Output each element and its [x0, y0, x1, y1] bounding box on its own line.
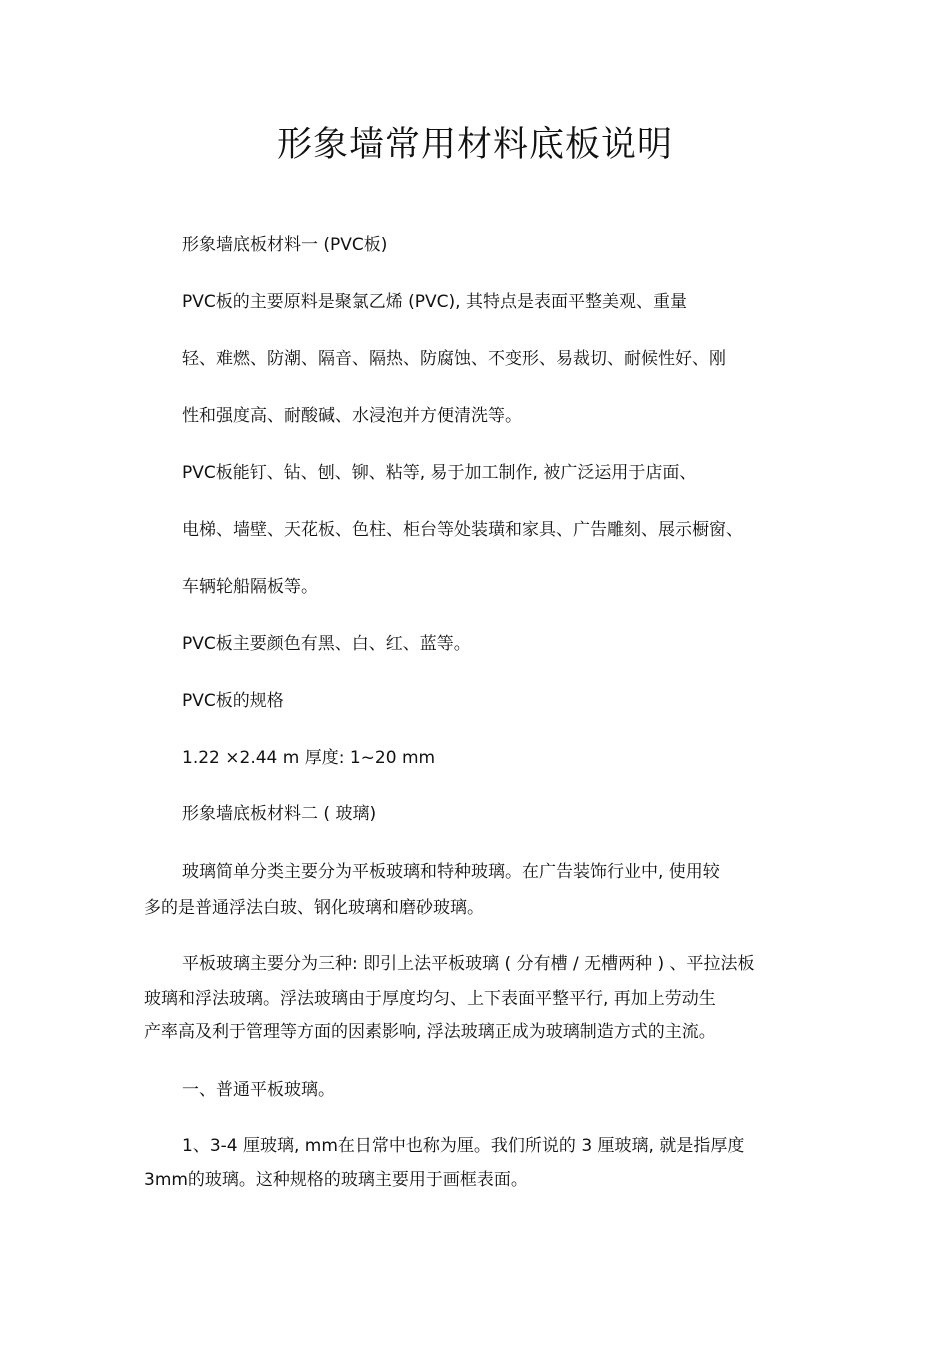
paragraph-line: 电梯、墙壁、天花板、色柱、柜台等处装璜和家具、广告雕刻、展示橱窗、: [182, 520, 743, 540]
paragraph-line: 3mm的玻璃。这种规格的玻璃主要用于画框表面。: [144, 1170, 528, 1190]
section-heading-glass: 形象墙底板材料二 ( 玻璃): [182, 804, 377, 824]
paragraph-line: 1、3-4 厘玻璃, mm在日常中也称为厘。我们所说的 3 厘玻璃, 就是指厚度: [182, 1136, 745, 1156]
section-heading-pvc: 形象墙底板材料一 (PVC板): [182, 235, 388, 255]
paragraph-line: 多的是普通浮法白玻、钢化玻璃和磨砂玻璃。: [144, 898, 484, 918]
document-title: 形象墙常用材料底板说明: [276, 125, 673, 165]
paragraph-line: 玻璃和浮法玻璃。浮法玻璃由于厚度均匀、上下表面平整平行, 再加上劳动生: [144, 989, 716, 1009]
paragraph-line: PVC板的主要原料是聚氯乙烯 (PVC), 其特点是表面平整美观、重量: [182, 292, 687, 312]
paragraph-line: 性和强度高、耐酸碱、水浸泡并方便清洗等。: [182, 406, 522, 426]
paragraph-line: 1.22 ×2.44 m 厚度: 1~20 mm: [182, 748, 436, 768]
subsection-heading: 一、普通平板玻璃。: [182, 1080, 335, 1100]
paragraph-line: 产率高及利于管理等方面的因素影响, 浮法玻璃正成为玻璃制造方式的主流。: [144, 1022, 716, 1042]
paragraph-line: PVC板主要颜色有黑、白、红、蓝等。: [182, 634, 471, 654]
paragraph-line: 车辆轮船隔板等。: [182, 577, 318, 597]
paragraph-line: PVC板能钉、钻、刨、铆、粘等, 易于加工制作, 被广泛运用于店面、: [182, 463, 697, 483]
paragraph-line: PVC板的规格: [182, 691, 284, 711]
paragraph-line: 轻、难燃、防潮、隔音、隔热、防腐蚀、不变形、易裁切、耐候性好、刚: [182, 349, 726, 369]
paragraph-line: 玻璃简单分类主要分为平板玻璃和特种玻璃。在广告装饰行业中, 使用较: [182, 862, 720, 882]
paragraph-line: 平板玻璃主要分为三种: 即引上法平板玻璃 ( 分有槽 / 无槽两种 ) 、平拉法板: [182, 954, 755, 974]
